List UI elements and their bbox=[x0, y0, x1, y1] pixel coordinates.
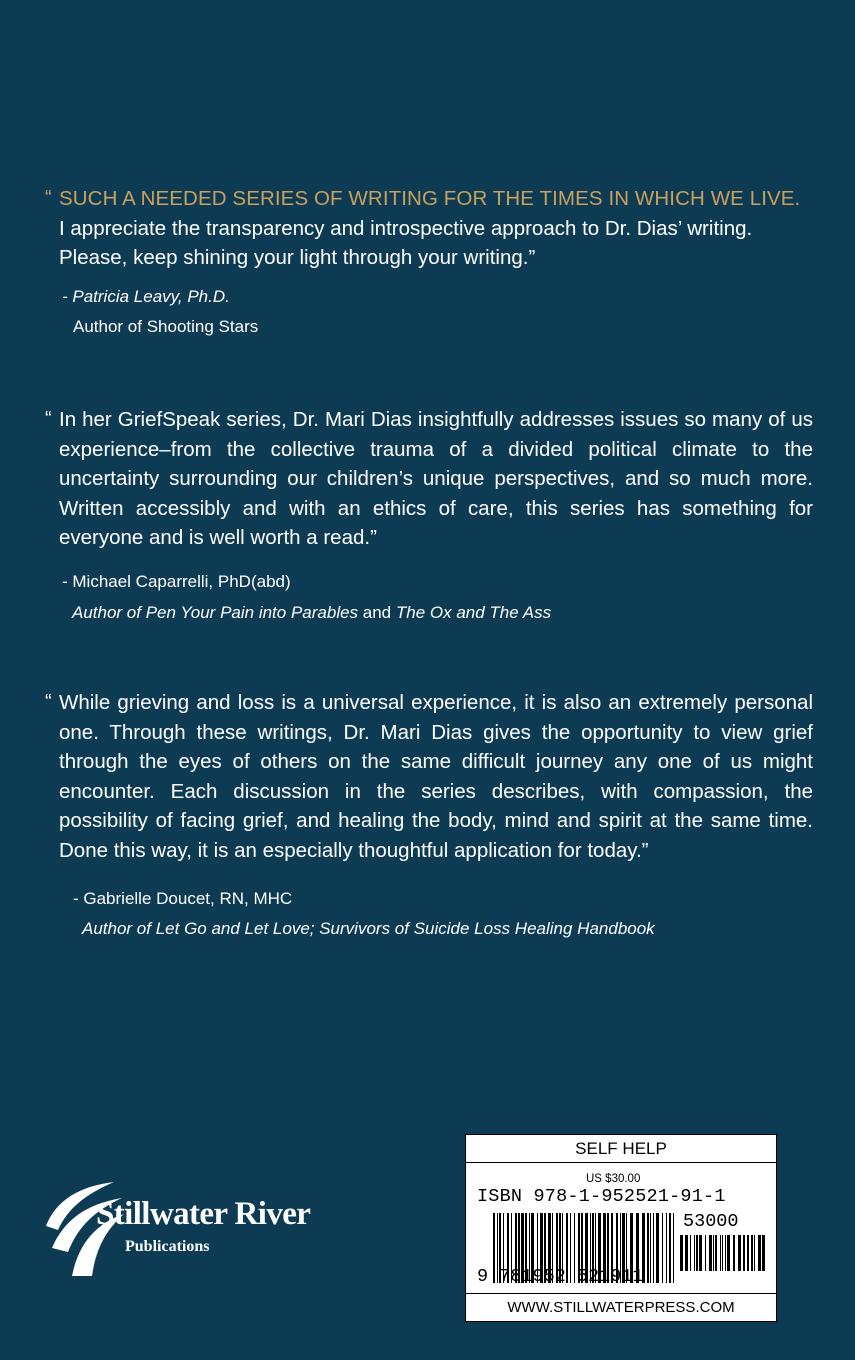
barcode-addon-bars bbox=[680, 1235, 766, 1271]
barcode-box bbox=[465, 1134, 777, 1322]
blurb-3-credit: Author of Let Go and Let Love; Survivors of Suicide Loss Healing Handbook bbox=[82, 919, 655, 938]
blurb-2-text: In her GriefSpeak series, Dr. Mari Dias insightfully addresses issues so many of us experience–from the collective trauma of a divided political climate to the uncertainty surrounding our children’s unique perspectives, and so much more. Written accessibly and with an ethics of care, this series has something for everyone and is well worth a read.” bbox=[59, 408, 813, 549]
blurb-1-lead: SUCH A NEEDED SERIES OF WRITING FOR THE TIMES IN WHICH WE LIVE. bbox=[59, 187, 801, 210]
blurb-3-text: While grieving and loss is a universal experience, it is also an extremely personal one. Through these writings, Dr. Mari Dias gives the opportunity to view grief through the eyes of others on the same difficult journey any one of us might encounter. Each discussion in the series describes, with compassion, the possibility of facing grief, and healing the body, mind and spirit at the same time. Done this way, it is an especially thoughtful application for today.” bbox=[59, 691, 813, 862]
book-category: SELF HELP bbox=[466, 1135, 776, 1163]
blurb-2-credit-title-2: The Ox and The Ass bbox=[395, 603, 552, 622]
blurb-3-author: - Gabrielle Doucet, RN, MHC bbox=[73, 889, 293, 908]
blurb-3 bbox=[45, 688, 813, 865]
publisher-url: WWW.STILLWATERPRESS.COM bbox=[466, 1293, 776, 1322]
blurb-2 bbox=[45, 405, 813, 553]
blurb-1-credit: Author of Shooting Stars bbox=[73, 317, 259, 336]
barcode-number: 9 781952 521911 bbox=[477, 1266, 644, 1287]
blurb-1-text: I appreciate the transparency and introspective approach to Dr. Dias’ writing. Please, keep shining your light through your writing.” bbox=[59, 216, 753, 269]
barcode-addon-number: 53000 bbox=[683, 1211, 739, 1232]
open-quote-mark: “ bbox=[45, 408, 52, 430]
blurb-2-credit bbox=[72, 602, 551, 624]
isbn-text: ISBN 978-1-952521-91-1 bbox=[477, 1186, 726, 1207]
book-price: US $30.00 bbox=[586, 1173, 641, 1185]
publisher-subtitle: Publications bbox=[125, 1238, 210, 1255]
blurb-1-quote bbox=[59, 184, 813, 273]
blurb-2-author: - Michael Caparrelli, PhD(abd) bbox=[62, 572, 291, 591]
blurb-1 bbox=[45, 184, 813, 273]
open-quote-mark: “ bbox=[45, 691, 52, 713]
publisher-name: Stillwater River bbox=[96, 1196, 311, 1232]
blurb-2-credit-and: and bbox=[358, 603, 396, 622]
open-quote-mark: “ bbox=[45, 187, 52, 209]
blurb-2-credit-title-1: Author of Pen Your Pain into Parables bbox=[72, 603, 359, 622]
publisher-logo bbox=[42, 1178, 382, 1278]
blurb-1-author: - Patricia Leavy, Ph.D. bbox=[62, 287, 230, 306]
